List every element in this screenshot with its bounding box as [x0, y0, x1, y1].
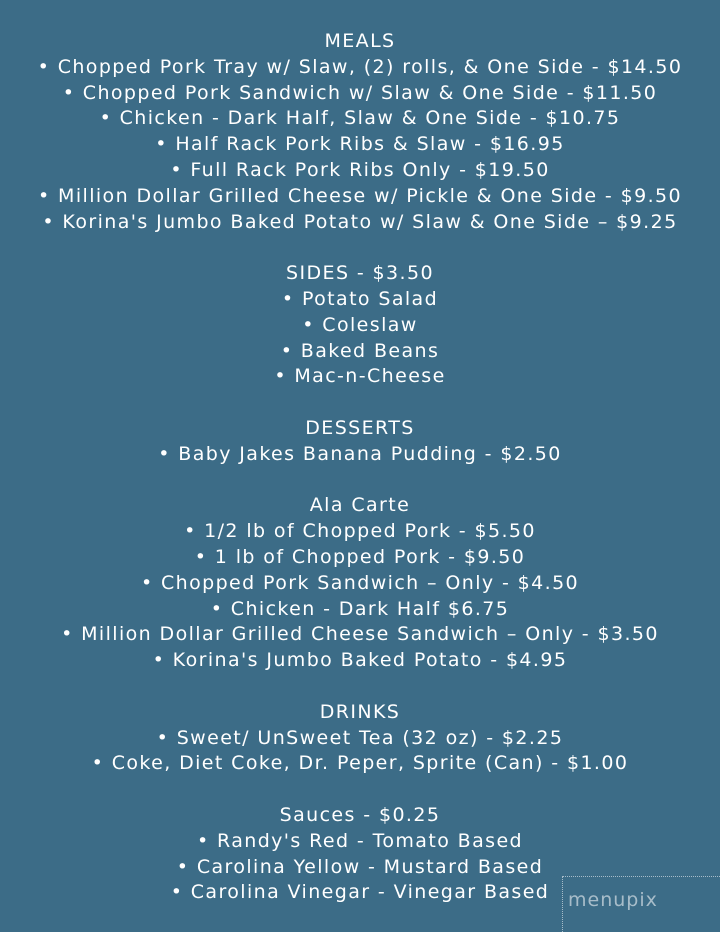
section-title: MEALS	[324, 30, 396, 52]
menu-item: • Carolina Vinegar - Vinegar Based	[170, 881, 550, 904]
menu-item: • Sweet/ UnSweet Tea (32 oz) - $2.25	[156, 726, 564, 749]
menu-item: • 1/2 lb of Chopped Pork - $5.50	[184, 520, 536, 543]
menu-item: • Mac-n-Cheese	[274, 365, 446, 388]
menu-item: • Million Dollar Grilled Cheese Sandwich – Only - $3.50	[61, 623, 659, 646]
menu-content	[0, 29, 720, 932]
menu-item: • Baked Beans	[280, 339, 440, 362]
section-sides	[0, 261, 720, 390]
menu-item: • Half Rack Pork Ribs & Slaw - $16.95	[155, 133, 565, 156]
section-drinks	[0, 700, 720, 777]
section-title: Ala Carte	[309, 494, 411, 517]
section-title: DRINKS	[319, 700, 401, 723]
section-desserts	[0, 416, 720, 468]
menu-item: • Coleslaw	[302, 313, 418, 336]
menu-item: • Korina's Jumbo Baked Potato - $4.95	[152, 649, 568, 672]
section-meals	[0, 29, 720, 235]
menu-item: • Chopped Pork Tray w/ Slaw, (2) rolls, & One Side - $14.50	[37, 55, 683, 78]
section-title: SIDES - $3.50	[286, 262, 434, 285]
section-title: DESSERTS	[305, 416, 415, 439]
menu-item: • Baby Jakes Banana Pudding - $2.50	[158, 442, 562, 465]
section-ala-carte	[0, 493, 720, 674]
menu-item: • Chopped Pork Sandwich – Only - $4.50	[140, 571, 580, 594]
menu-item: • Randy's Red - Tomato Based	[196, 829, 523, 852]
menu-item: • 1 lb of Chopped Pork - $9.50	[194, 545, 526, 568]
menu-item: • Potato Salad	[281, 287, 439, 310]
menu-item: • Million Dollar Grilled Cheese w/ Pickle & One Side - $9.50	[38, 184, 682, 207]
menu-item: • Chicken - Dark Half $6.75	[210, 597, 510, 620]
menu-item: • Chopped Pork Sandwich w/ Slaw & One Side - $11.50	[62, 81, 658, 104]
menupix-watermark: menupix	[562, 876, 720, 932]
menu-item: • Korina's Jumbo Baked Potato w/ Slaw & One Side – $9.25	[42, 210, 678, 233]
section-title: Sauces - $0.25	[279, 803, 441, 826]
menu-item: • Coke, Diet Coke, Dr. Peper, Sprite (Can) - $1.00	[91, 752, 629, 775]
menu-item: • Chicken - Dark Half, Slaw & One Side - $10.75	[99, 107, 621, 130]
menu-item: • Full Rack Pork Ribs Only - $19.50	[170, 158, 550, 181]
menu-item: • Carolina Yellow - Mustard Based	[176, 855, 544, 878]
